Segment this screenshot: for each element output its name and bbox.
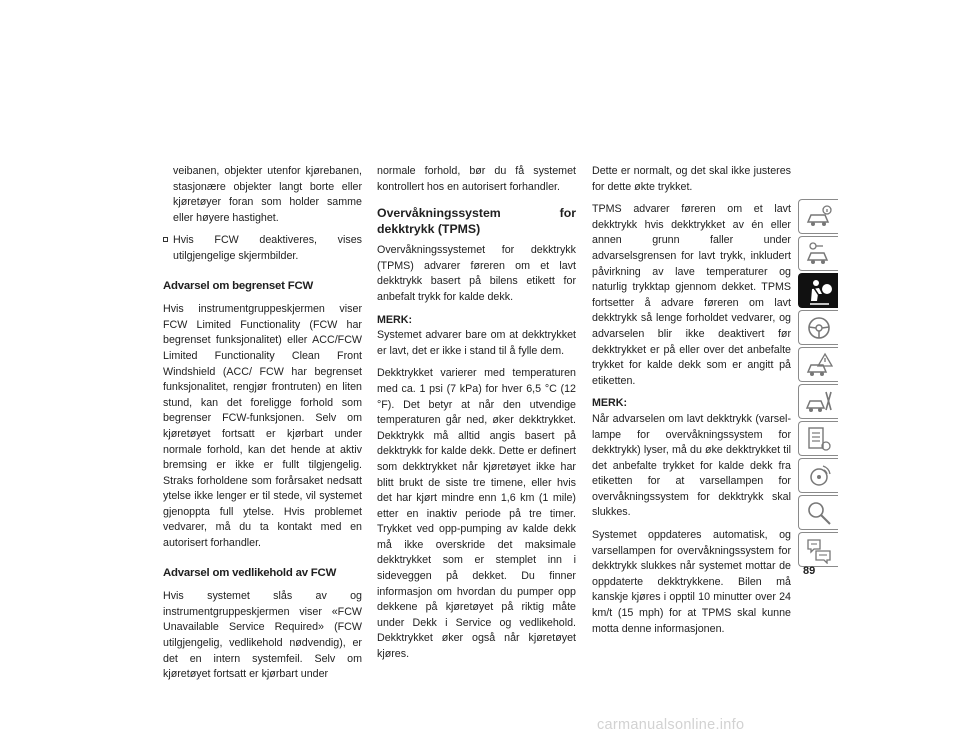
paragraph-tpms-warning: TPMS advarer føreren om et lavt dekktrykk hvis dekktrykket av én eller annen grunn faller under advarselsgrensen for lavt trykk, inkludert påvirkning av lave temperaturer og naturlig trykktap gjennom dekket. TPMS fortsetter å advare føreren om lavt dekktrykk så lenge forholdet vedvarer, og advarselen blir ikke deaktivert før dekktrykket er på eller over det anbefalte trykket for kalde dekk som er angitt på etiketten. bbox=[592, 203, 791, 387]
page-number: 89 bbox=[803, 565, 816, 577]
tab-language[interactable] bbox=[798, 532, 838, 567]
tab-car-info[interactable] bbox=[798, 199, 838, 234]
paragraph-tpms-update: Systemet oppdateres automatisk, og varsellampen for overvåkningssystem for dekktrykk slukkes når systemet mottar de oppdaterte dekktrykkene. Bilen må kanskje kjøres i opptil 10 minutter over 24 km/t (15 mph) for at TPMS skal kunne motta denne informasjonen. bbox=[592, 529, 791, 635]
tab-steering[interactable] bbox=[798, 310, 838, 345]
tab-car-key[interactable] bbox=[798, 236, 838, 271]
note-text: Systemet advarer bare om at dekktrykket er lavt, det er ikke i stand til å fylle dem. bbox=[377, 329, 576, 357]
text-column-right bbox=[592, 164, 791, 644]
text-column-middle bbox=[377, 164, 576, 670]
car-warning-icon bbox=[805, 351, 833, 379]
note-block bbox=[592, 396, 791, 521]
bullet-square-icon bbox=[163, 237, 168, 242]
section-heading-limited-fcw: Advarsel om begrenset FCW bbox=[163, 279, 314, 292]
bullet-item bbox=[163, 233, 362, 264]
tab-car-tools[interactable] bbox=[798, 384, 838, 419]
note-label: MERK: bbox=[377, 313, 413, 326]
paragraph-limited-fcw: Hvis instrumentgruppeskjermen viser FCW Limited Functionality (FCW har begrenset funksjonalitet) eller ACC/FCW Limited Functionality Clean Front Windshield (ACC/ FCW har begrenset funksjonalitet, rengjør frontruten) en liten stund, kan det foreligge forhold som begrenser FCW-funksjonen. Selv om kjøretøyet fortsatt er kjørbart under normale forhold, kan det hende at aktiv bremsing er ikke er fullt tilgjengelig. Straks forholdene som forårsaket nedsatt ytelse ikke lenger er til stede, vil systemet gjenoppta full ytelse. Hvis problemet vedvarer, må du ta kontakt med en autorisert forhandler. bbox=[163, 303, 362, 550]
airbag-seatbelt-icon bbox=[805, 277, 833, 305]
note-block bbox=[377, 313, 576, 360]
paragraph-tpms-intro: Overvåkningssystemet for dekktrykk (TPMS) advarer føreren om et lavt dekktrykk basert på bilens etikett for anbefalt trykk for kalde dekk. bbox=[377, 244, 576, 303]
chapter-tab-strip bbox=[798, 199, 840, 569]
section-heading-tpms: Overvåkningssystem for dekktrykk (TPMS) bbox=[377, 206, 576, 237]
multimedia-icon bbox=[805, 462, 833, 490]
paragraph-tpms-temperature: Dekktrykket varierer med temperaturen med ca. 1 psi (7 kPa) for hver 6,5 °C (12 °F). Det betyr at når den utvendige temperaturen går ned, øker dekktrykket. Dekktrykk må alltid angis basert på dekktrykk for kalde dekk. Dette er definert som dekktrykket når kjøretøyet ikke har blitt brukt de siste tre timene, eller hvis det har kjørt mindre enn 1,6 km (1 mile) etter en inaktiv periode på tre timer. Trykket ved opp-pumping av kalde dekk må ikke overskride det maksimale dekktrykket som er stemplet inn i sideveggen på dekket. Du finner informasjon om hvordan du pumper opp dekkene på kjøretøyet på riktig måte under Dekk i Service og vedlikehold. Dekktrykket øker også når kjøretøyet kjøres. bbox=[377, 367, 576, 661]
tab-maintenance[interactable] bbox=[798, 421, 838, 456]
tab-safety[interactable] bbox=[798, 273, 838, 308]
steering-wheel-icon bbox=[805, 314, 833, 342]
car-key-icon bbox=[805, 240, 833, 268]
maintenance-list-icon bbox=[805, 425, 833, 453]
car-info-icon bbox=[805, 203, 833, 231]
watermark: carmanualsonline.info bbox=[597, 717, 745, 733]
text-column-left bbox=[163, 164, 362, 690]
language-icon bbox=[805, 536, 833, 564]
note-label: MERK: bbox=[592, 397, 628, 410]
tab-car-warning[interactable] bbox=[798, 347, 838, 382]
tab-search[interactable] bbox=[798, 495, 838, 530]
search-index-icon bbox=[805, 499, 833, 527]
continued-bullet-text: veibanen, objekter utenfor kjørebanen, stasjonære objekter langt borte eller kjøretøyer foran som holder samme eller høyere hastighet. bbox=[173, 165, 362, 224]
bullet-text: Hvis FCW deaktiveres, vises utilgjengelige skjermbilder. bbox=[173, 234, 362, 262]
paragraph-fcw-service: Hvis systemet slås av og instrumentgruppeskjermen viser «FCW Unavailable Service Required» (FCW utilgjengelig, vedlikehold nødvendig), er det en intern systemfeil. Selv om kjøretøyet fortsatt er kjørbart under bbox=[163, 590, 362, 681]
continued-paragraph: normale forhold, bør du få systemet kontrollert hos en autorisert forhandler. bbox=[377, 165, 576, 193]
note-text: Når advarselen om lavt dekktrykk (varsellampe for overvåkningssystem for dekktrykk) lyser, må du øke dekktrykket til det anbefalte trykket for kalde dekk fra etiketten for at varsellampen for overvåkningssystem for dekktrykk skal slukkes. bbox=[592, 412, 791, 519]
tab-multimedia[interactable] bbox=[798, 458, 838, 493]
paragraph-normal: Dette er normalt, og det skal ikke justeres for dette økte trykket. bbox=[592, 165, 791, 193]
car-tools-icon bbox=[805, 388, 833, 416]
section-heading-fcw-service: Advarsel om vedlikehold av FCW bbox=[163, 566, 337, 579]
